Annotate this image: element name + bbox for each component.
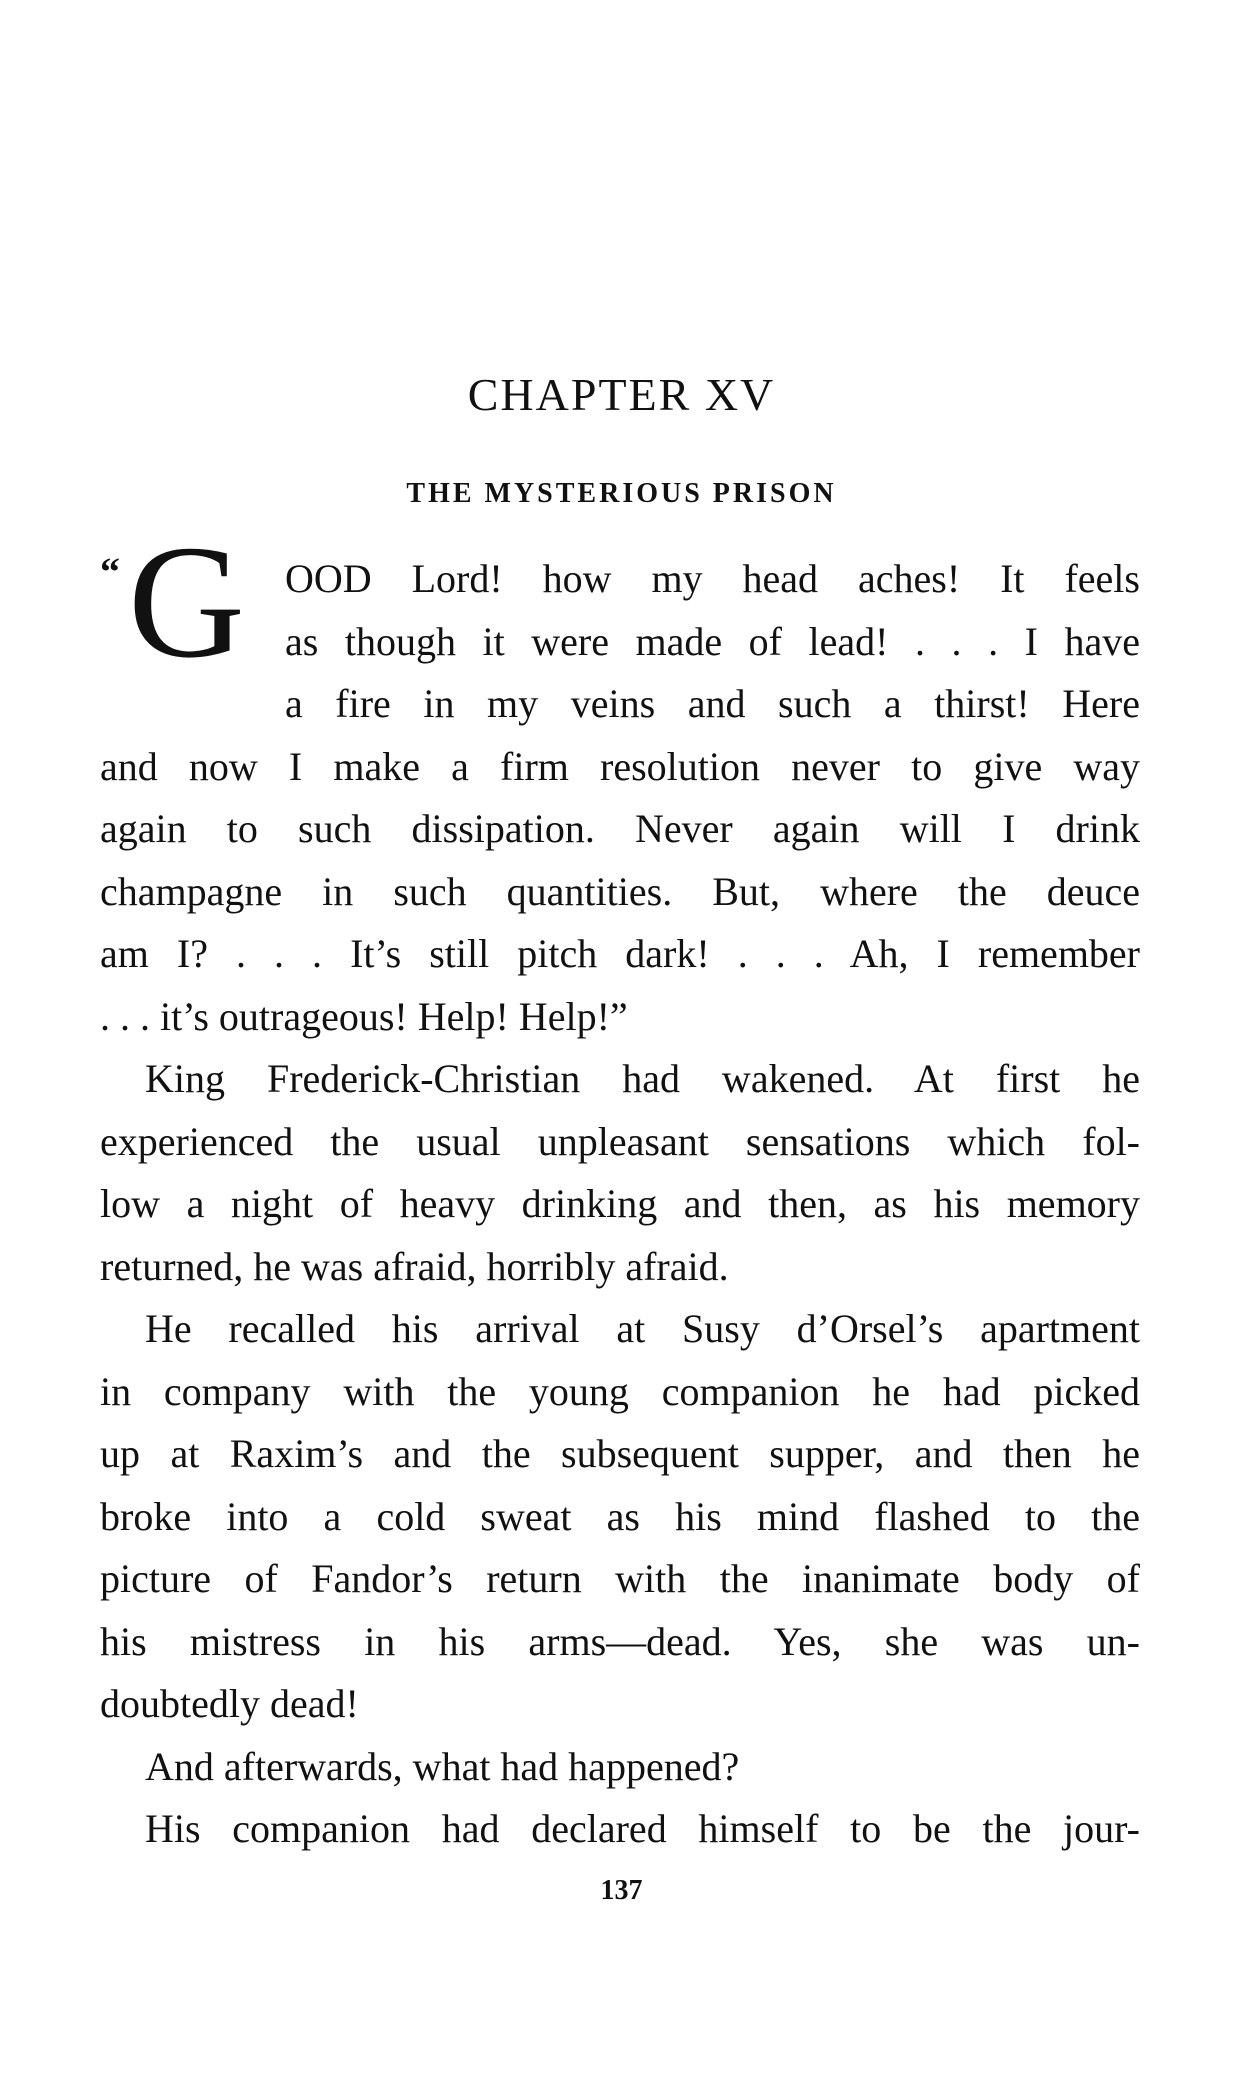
page-number: 137	[600, 1875, 643, 1906]
text-line: as though it were made of lead! . . . I have	[285, 618, 1140, 664]
chapter-title: CHAPTER XV	[467, 369, 776, 420]
text-line: a fire in my veins and such a thirst! Here	[285, 681, 1140, 726]
text-line: again to such dissipation. Never again will I drink	[100, 806, 1140, 851]
text-line: am I? . . . It’s still pitch dark! . . . Ah, I remember	[100, 931, 1140, 976]
text-line: broke into a cold sweat as his mind flashed to the	[100, 1493, 1140, 1539]
text-line: And afterwards, what had happened?	[145, 1743, 740, 1789]
text-line: . . . it’s outrageous! Help! Help!”	[100, 993, 628, 1039]
text-line: low a night of heavy drinking and then, as his memory	[100, 1181, 1140, 1226]
text-line: doubtedly dead!	[100, 1681, 359, 1726]
opening-quote-mark: “	[100, 549, 120, 594]
text-line: returned, he was afraid, horribly afraid.	[100, 1243, 729, 1289]
text-line: and now I make a firm resolution never to give way	[100, 743, 1140, 789]
text-line: picture of Fandor’s return with the inanimate body of	[100, 1556, 1140, 1601]
text-line: King Frederick-Christian had wakened. At first he	[145, 1056, 1140, 1101]
text-line: up at Raxim’s and the subsequent supper, and then he	[100, 1431, 1140, 1476]
text-line: OOD Lord! how my head aches! It feels	[285, 556, 1140, 601]
text-line: experienced the usual unpleasant sensations which fol-	[100, 1118, 1140, 1164]
text-line: in company with the young companion he had picked	[100, 1368, 1140, 1414]
chapter-subtitle: THE MYSTERIOUS PRISON	[406, 478, 837, 509]
text-line: He recalled his arrival at Susy d’Orsel’s apartment	[145, 1306, 1140, 1351]
drop-cap-letter: G	[128, 513, 245, 692]
text-line: his mistress in his arms—dead. Yes, she was un-	[100, 1618, 1140, 1664]
text-line: champagne in such quantities. But, where the deuce	[100, 868, 1140, 914]
text-line: His companion had declared himself to be the jour-	[145, 1806, 1140, 1851]
body-text	[100, 548, 1140, 1861]
